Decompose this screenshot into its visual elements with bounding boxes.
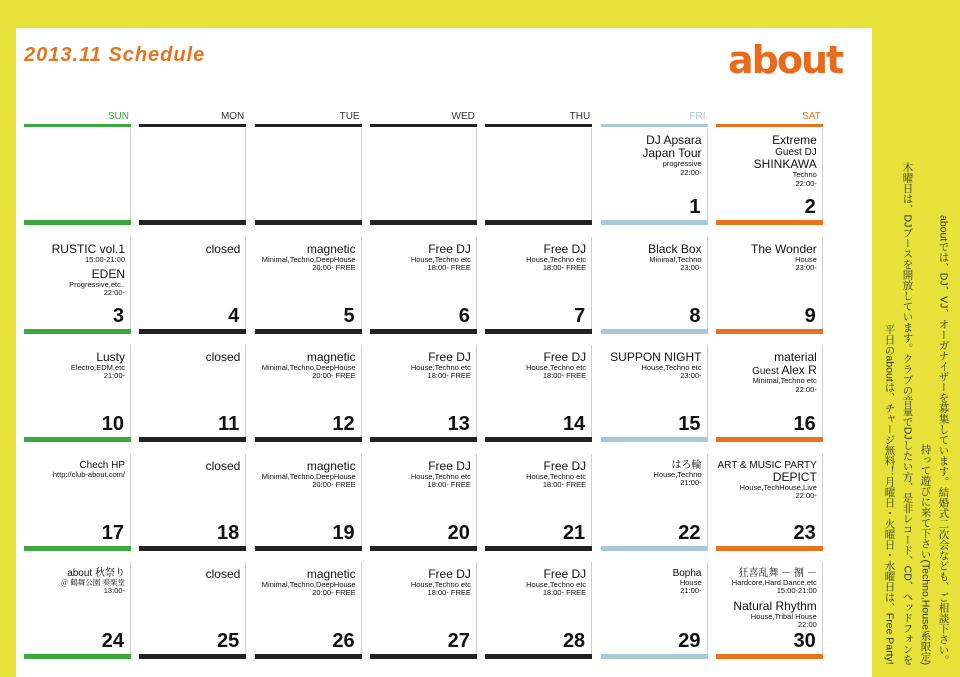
cell-bottom-bar <box>370 654 477 659</box>
event-line: 18:00- FREE <box>542 371 587 381</box>
event-info <box>717 460 817 501</box>
event-line: Minimal,Techno etc <box>752 376 817 386</box>
cell-bottom-bar <box>255 546 362 551</box>
event-line: House,Techno etc <box>410 254 471 264</box>
cell-bottom-bar <box>716 329 823 334</box>
event-line: closed <box>205 241 241 256</box>
event-line: RUSTIC vol.1 <box>51 241 125 256</box>
event-info <box>717 568 817 629</box>
event-info <box>25 568 125 596</box>
event-line: House,Techno etc <box>526 254 587 264</box>
date-number: 30 <box>793 630 816 652</box>
event-line: 23:00- <box>795 262 817 272</box>
cell-bottom-bar <box>139 437 246 442</box>
day-cell-22 <box>601 454 708 551</box>
weekday-bar <box>255 124 362 127</box>
event-line: closed <box>205 350 241 364</box>
event-line: closed <box>205 458 241 473</box>
event-info <box>140 460 240 473</box>
event-info <box>602 460 702 488</box>
event-info <box>140 568 240 581</box>
event-info <box>25 460 125 479</box>
weekday-bar <box>24 124 131 127</box>
weekday-label: TUE <box>339 111 360 122</box>
cell-bottom-bar <box>139 654 246 659</box>
day-cell-25 <box>139 562 246 659</box>
event-line: 13:00- <box>103 586 125 596</box>
day-cell-27 <box>370 562 477 659</box>
weekday-header-wed <box>370 112 477 126</box>
cell-bottom-bar <box>370 437 477 442</box>
weekday-header-sun <box>24 112 131 126</box>
side-note-line: 木曜日は、DJブースを開放しています。クラブの音量でDJしたい方、是非レコード、CD、ヘッドフォンを <box>901 162 914 665</box>
weekday-label: SAT <box>802 111 821 122</box>
day-cell-28 <box>485 562 592 659</box>
event-info <box>256 568 356 598</box>
cell-bottom-bar <box>716 437 823 442</box>
event-info <box>256 460 356 490</box>
cell-bottom-bar <box>24 329 131 334</box>
date-number: 14 <box>562 413 586 435</box>
date-number: 26 <box>332 630 355 652</box>
day-cell-11 <box>139 345 246 442</box>
event-line: House,Techno etc <box>526 363 587 373</box>
event-line: 22:00- <box>680 167 702 177</box>
date-number: 27 <box>447 630 470 652</box>
date-number: 3 <box>112 304 124 327</box>
cell-bottom-bar <box>601 220 708 225</box>
weekday-header-fri <box>601 112 708 126</box>
event-line: Free DJ <box>428 350 471 364</box>
cell-bottom-bar <box>716 546 823 551</box>
event-line: 23:00- <box>680 371 702 381</box>
weekday-label: WED <box>451 111 475 122</box>
day-cell-empty <box>24 128 131 225</box>
event-line: Free DJ <box>543 241 587 256</box>
event-line: 20:00- FREE <box>312 588 356 598</box>
event-line: House,Techno etc <box>410 363 471 373</box>
cell-bottom-bar <box>716 220 823 225</box>
event-line: Minimal,Techno,DeepHouse <box>261 363 356 373</box>
day-cell-2 <box>716 128 823 225</box>
event-line: 15:00-21:00 <box>84 254 125 264</box>
event-line: ＠ 鶴舞公園 奏楽堂 <box>60 578 125 587</box>
event-line: House,Techno <box>653 469 702 479</box>
day-cell-5 <box>255 237 362 334</box>
weekday-bar <box>601 124 708 127</box>
date-number: 12 <box>332 413 355 435</box>
day-cell-12 <box>255 345 362 442</box>
date-number: 29 <box>678 630 701 652</box>
date-number: 8 <box>689 304 701 327</box>
event-line: closed <box>205 567 241 581</box>
weekday-bar <box>370 124 477 127</box>
event-info <box>256 351 356 381</box>
event-info <box>140 243 240 256</box>
event-line: ART & MUSIC PARTY <box>717 459 817 471</box>
date-number: 6 <box>458 304 470 327</box>
event-info <box>371 243 471 273</box>
event-line: 18:00- FREE <box>542 588 587 598</box>
event-line: Black Box <box>648 241 702 256</box>
event-line: The Wonder <box>750 241 817 256</box>
event-line: House <box>795 254 817 264</box>
event-line: House,Techno etc <box>410 471 471 481</box>
day-cell-empty <box>485 128 592 225</box>
cell-bottom-bar <box>370 220 477 225</box>
cell-bottom-bar <box>24 437 131 442</box>
day-cell-15 <box>601 345 708 442</box>
event-info <box>140 351 240 364</box>
event-line: material <box>774 350 817 364</box>
event-line: House,Techno etc <box>526 580 587 590</box>
event-info <box>717 243 817 273</box>
event-line: magnetic <box>306 241 356 256</box>
day-cell-empty <box>139 128 246 225</box>
event-line: 18:00- FREE <box>542 479 587 489</box>
event-line: 22:00- <box>795 490 817 500</box>
event-line: http://club-about.com/ <box>52 469 125 479</box>
date-number: 19 <box>332 521 355 544</box>
day-cell-3 <box>24 237 131 334</box>
event-line: Free DJ <box>543 350 587 364</box>
day-cell-empty <box>255 128 362 225</box>
event-line: 20:00- FREE <box>312 371 356 381</box>
event-line: magnetic <box>306 458 356 473</box>
day-cell-21 <box>485 454 592 551</box>
event-line: Free DJ <box>543 458 587 473</box>
cell-bottom-bar <box>485 220 592 225</box>
weekday-bar <box>485 124 592 127</box>
weekday-label: FRI <box>689 111 706 122</box>
cell-bottom-bar <box>370 546 477 551</box>
event-line: House,Techno etc <box>641 363 702 373</box>
event-line: House,TechHouse,Live <box>739 482 817 492</box>
event-line: 23:00- <box>680 262 702 272</box>
event-info <box>25 243 125 298</box>
event-line: 18:00- FREE <box>542 262 587 272</box>
event-line: Minimal,Techno,DeepHouse <box>261 254 356 264</box>
event-line: progressive <box>662 159 702 169</box>
weekday-bar <box>716 124 823 127</box>
about-logo: about <box>728 38 843 82</box>
event-info <box>717 351 817 394</box>
date-number: 10 <box>101 413 124 435</box>
day-cell-30 <box>716 562 823 659</box>
event-line: Extreme <box>772 133 817 147</box>
event-line: DEPICT <box>772 469 817 484</box>
event-line: 22:00 <box>798 619 817 629</box>
event-line: 18:00- FREE <box>427 371 471 381</box>
date-number: 16 <box>793 413 816 435</box>
event-line: 22:00- <box>795 384 817 394</box>
event-line: about 秋祭り <box>67 568 125 579</box>
cell-bottom-bar <box>601 546 708 551</box>
day-cell-16 <box>716 345 823 442</box>
day-cell-20 <box>370 454 477 551</box>
weekday-label: MON <box>220 111 245 122</box>
event-line: House,Techno etc <box>526 471 587 481</box>
date-number: 17 <box>101 521 124 544</box>
event-line: Bopha <box>672 568 702 579</box>
cell-bottom-bar <box>139 546 246 551</box>
weekday-label: THU <box>569 111 591 122</box>
event-line: はろ輪 <box>671 459 702 471</box>
date-number: 4 <box>228 304 240 327</box>
date-number: 25 <box>217 630 240 652</box>
cell-bottom-bar <box>485 329 592 334</box>
date-number: 15 <box>678 413 701 435</box>
weekday-header-mon <box>139 112 246 126</box>
guest-name: Alex R <box>778 363 817 378</box>
event-info <box>717 134 817 188</box>
cell-bottom-bar <box>601 329 708 334</box>
event-line: Minimal,Techno,DeepHouse <box>261 471 356 481</box>
event-line: 21:00- <box>680 586 702 596</box>
cell-bottom-bar <box>255 437 362 442</box>
event-info <box>486 243 586 273</box>
cell-bottom-bar <box>601 437 708 442</box>
day-cell-29 <box>601 562 708 659</box>
cell-bottom-bar <box>255 220 362 225</box>
cell-bottom-bar <box>255 654 362 659</box>
event-line: 21:00- <box>103 371 125 381</box>
event-info <box>602 243 702 273</box>
event-line: Minimal,Techno,DeepHouse <box>261 580 356 590</box>
event-line: 20:00- FREE <box>312 479 356 489</box>
day-cell-6 <box>370 237 477 334</box>
event-line: 21:00- <box>680 477 702 487</box>
event-line: Guest DJ <box>775 147 817 159</box>
date-number: 2 <box>804 196 816 218</box>
side-note-line: 平日のaboutは、チャージ無料！月曜日・火曜日・水曜日は、Free Party! <box>883 324 896 665</box>
event-line: Hardcore,Hard Dance,etc <box>731 578 817 587</box>
event-line: 18:00- FREE <box>427 479 471 489</box>
event-line: SHINKAWA <box>753 157 817 172</box>
event-line: Progressive,etc.. <box>69 280 125 290</box>
date-number: 18 <box>217 521 240 544</box>
schedule-sheet <box>16 28 872 677</box>
day-cell-24 <box>24 562 131 659</box>
event-line: Lusty <box>96 350 125 364</box>
event-line: House <box>679 578 702 587</box>
event-line: House,Techno etc <box>410 580 471 590</box>
event-line: House,Tribal House <box>750 611 817 621</box>
event-line: 22:00- <box>103 288 125 298</box>
event-line: Natural Rhythm <box>733 598 817 613</box>
cell-bottom-bar <box>24 546 131 551</box>
date-number: 7 <box>574 304 586 327</box>
weekday-header-tue <box>255 112 362 126</box>
event-line: Free DJ <box>428 567 471 581</box>
day-cell-17 <box>24 454 131 551</box>
day-cell-10 <box>24 345 131 442</box>
event-info <box>602 351 702 381</box>
cell-bottom-bar <box>370 329 477 334</box>
event-info <box>486 568 586 598</box>
event-line: Chech HP <box>79 459 125 471</box>
side-notes <box>880 10 956 670</box>
event-info <box>602 134 702 177</box>
event-line: Free DJ <box>428 458 471 473</box>
date-number: 23 <box>793 521 816 544</box>
event-line: Techno <box>792 170 817 180</box>
day-cell-23 <box>716 454 823 551</box>
day-cell-1 <box>601 128 708 225</box>
event-info <box>602 568 702 596</box>
event-line: 15:00-21:00 <box>776 586 817 596</box>
cell-bottom-bar <box>139 220 246 225</box>
event-line: 22:00- <box>795 178 817 188</box>
day-cell-26 <box>255 562 362 659</box>
event-info <box>371 351 471 381</box>
event-line: magnetic <box>306 350 356 364</box>
side-note-line: aboutでは、DJ、VJ、オーガナイザーを募集しています。結婚式二次会なども、ご相談下さい。 <box>937 214 950 665</box>
event-info <box>256 243 356 273</box>
day-cell-8 <box>601 237 708 334</box>
event-line: Minimal,Techno <box>649 254 702 264</box>
event-line: Electro,EDM,etc <box>70 363 125 373</box>
date-number: 20 <box>447 521 470 544</box>
event-line: 狂喜乱舞 － 捌 － <box>738 568 817 579</box>
date-number: 22 <box>678 521 701 544</box>
cell-bottom-bar <box>139 329 246 334</box>
day-cell-19 <box>255 454 362 551</box>
day-cell-empty <box>370 128 477 225</box>
date-number: 1 <box>689 196 701 218</box>
cell-bottom-bar <box>255 329 362 334</box>
schedule-title: 2013.11 Schedule <box>24 44 206 66</box>
date-number: 21 <box>562 521 586 544</box>
cell-bottom-bar <box>601 654 708 659</box>
event-line: 18:00- FREE <box>427 262 471 272</box>
cell-bottom-bar <box>485 546 592 551</box>
event-line: EDEN <box>91 266 125 281</box>
event-info <box>25 351 125 381</box>
weekday-header-sat <box>716 112 823 126</box>
date-number: 11 <box>218 413 240 435</box>
day-cell-14 <box>485 345 592 442</box>
day-cell-7 <box>485 237 592 334</box>
weekday-header-thu <box>485 112 592 126</box>
event-line: DJ Apsara <box>646 133 702 147</box>
side-note-line: 持って遊びに来て下さい(Techno,House系限定) <box>919 443 932 665</box>
event-line: 18:00- FREE <box>427 588 471 598</box>
cell-bottom-bar <box>24 220 131 225</box>
day-cell-13 <box>370 345 477 442</box>
event-info <box>371 460 471 490</box>
event-line: Japan Tour <box>642 146 702 161</box>
event-info <box>371 568 471 598</box>
day-cell-18 <box>139 454 246 551</box>
event-info <box>486 460 586 490</box>
cell-bottom-bar <box>485 654 592 659</box>
event-line: Free DJ <box>543 567 587 581</box>
cell-bottom-bar <box>716 654 823 659</box>
event-line: Guest Alex R <box>752 363 817 378</box>
cell-bottom-bar <box>485 437 592 442</box>
cell-bottom-bar <box>24 654 131 659</box>
day-cell-4 <box>139 237 246 334</box>
date-number: 9 <box>804 304 816 327</box>
weekday-label: SUN <box>107 111 129 122</box>
date-number: 24 <box>101 630 124 652</box>
date-number: 5 <box>343 304 355 327</box>
event-line: Free DJ <box>428 241 471 256</box>
date-number: 13 <box>447 413 470 435</box>
date-number: 28 <box>562 630 586 652</box>
event-line: 20:00- FREE <box>312 262 356 272</box>
event-line: magnetic <box>306 567 356 581</box>
weekday-bar <box>139 124 246 127</box>
event-line: SUPPON NIGHT <box>610 350 702 364</box>
day-cell-9 <box>716 237 823 334</box>
event-info <box>486 351 586 381</box>
